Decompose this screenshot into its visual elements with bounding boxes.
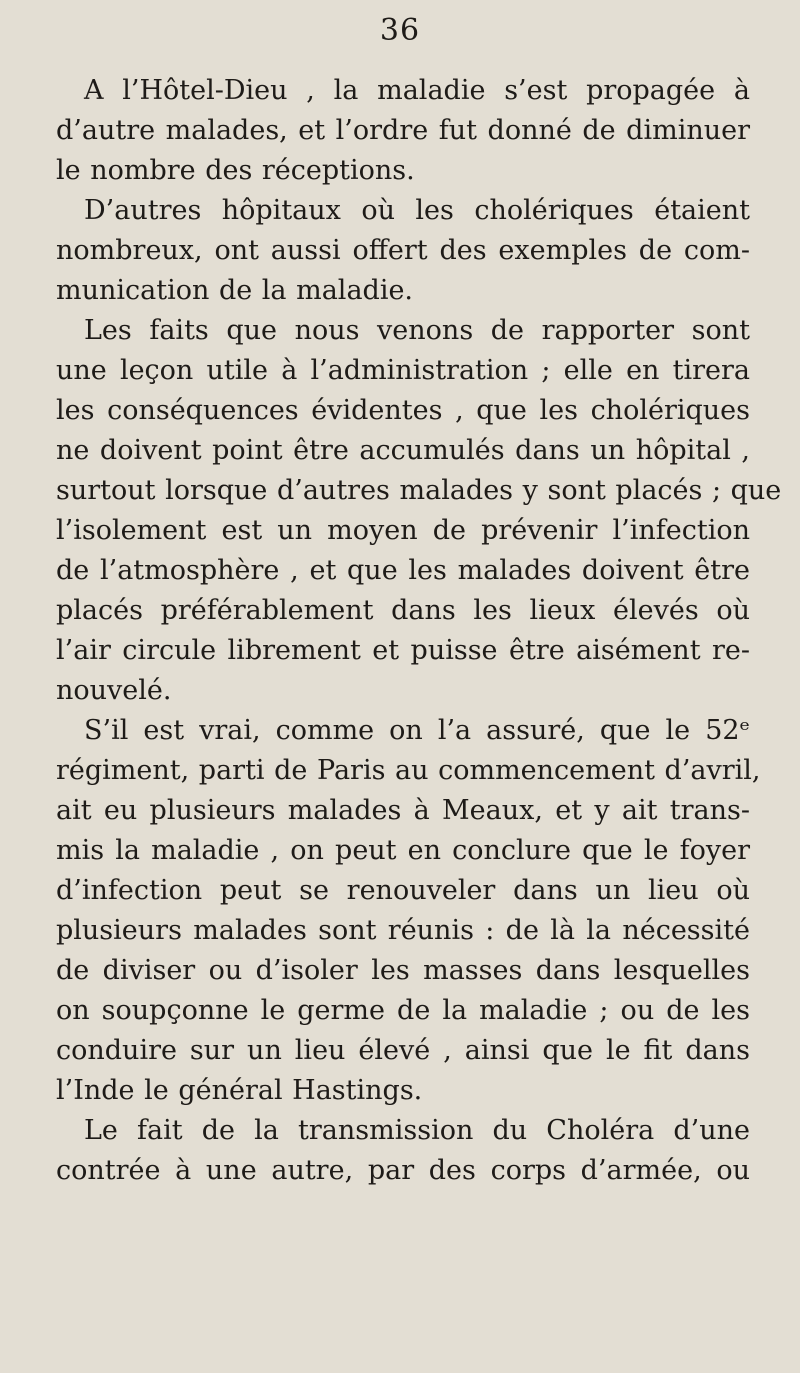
text-line: une leçon utile à l’administration ; elle en tirera [56, 355, 750, 386]
text-line: surtout lorsque d’autres malades y sont placés ; que [56, 475, 782, 506]
text-line: le nombre des réceptions. [56, 155, 415, 186]
text-line: d’autre malades, et l’ordre fut donné de diminuer [56, 115, 750, 146]
text-line: l’isolement est un moyen de prévenir l’infection [56, 515, 750, 546]
text-line: de l’atmosphère , et que les malades doivent être [56, 555, 750, 586]
text-line: les conséquences évidentes , que les cholériques [56, 395, 750, 426]
text-line: D’autres hôpitaux où les cholériques étaient [84, 195, 750, 226]
text-line: S’il est vrai, comme on l’a assuré, que le 52ᵉ [84, 715, 750, 746]
text-line: A l’Hôtel-Dieu , la maladie s’est propagée à [84, 75, 750, 106]
text-line: l’Inde le général Hastings. [56, 1075, 423, 1106]
text-line: munication de la maladie. [56, 275, 414, 306]
text-line: ne doivent point être accumulés dans un hôpital , [56, 435, 750, 466]
text-line: de diviser ou d’isoler les masses dans lesquelles [56, 955, 750, 986]
text-line: mis la maladie , on peut en conclure que le foyer [56, 835, 750, 866]
text-line: contrée à une autre, par des corps d’armée, ou [56, 1155, 750, 1186]
text-line: d’infection peut se renouveler dans un lieu où [56, 875, 750, 906]
text-line: nouvelé. [56, 675, 172, 706]
text-line: l’air circule librement et puisse être aisément re- [56, 635, 750, 666]
text-line: conduire sur un lieu élevé , ainsi que le fit dans [56, 1035, 750, 1066]
text-line: régiment, parti de Paris au commencement d’avril, [56, 755, 761, 786]
text-line: ait eu plusieurs malades à Meaux, et y ait trans- [56, 795, 750, 826]
text-line: Le fait de la transmission du Choléra d’une [84, 1115, 750, 1146]
text-line: on soupçonne le germe de la maladie ; ou de les [56, 995, 750, 1026]
page-number: 36 [379, 13, 421, 48]
text-line: plusieurs malades sont réunis : de là la nécessité [56, 915, 750, 946]
text-line: Les faits que nous venons de rapporter sont [84, 315, 750, 346]
text-line: placés préférablement dans les lieux élevés où [56, 595, 750, 626]
text-line: nombreux, ont aussi offert des exemples de com- [56, 235, 750, 266]
